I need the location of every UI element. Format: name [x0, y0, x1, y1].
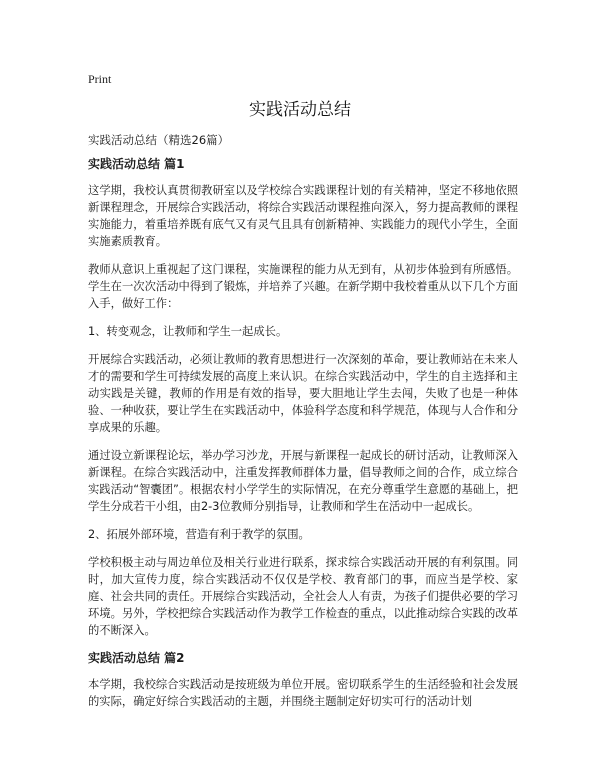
paragraph: 学校积极主动与周边单位及相关行业进行联系，探求综合实践活动开展的有利氛围。同时，加大宣传力度，综合实践活动不仅仅是学校、教育部门的事，而应当是学校、家庭、社会共同的责任。开展综合实践活动，全社会人人有责，为孩子们提供必要的学习环境。另外，学校把综合实践活动作为教学工作检查的重点，以此推动综合实践的改革的不断深入。 — [88, 556, 518, 637]
section-heading: 实践活动总结 篇2 — [88, 651, 185, 665]
section-2 — [88, 650, 518, 710]
page-title: 实践活动总结 — [249, 100, 351, 120]
paragraph: 教师从意识上重视起了这门课程，实施课程的能力从无到有，从初步体验到有所感悟。学生在一次次活动中得到了锻炼，并培养了兴趣。在新学期中我校着重从以下几个方面入手，做好工作： — [88, 263, 518, 310]
paragraph: 通过设立新课程论坛，举办学习沙龙，开展与新课程一起成长的研讨活动，让教师深入新课程。在综合实践活动中，注重发挥教师群体力量，倡导教师之间的合作，成立综合实践活动“智囊团”。根据农村小学学生的实际情况，在充分尊重学生意愿的基础上，把学生分成若干小组，由2-3位教师分别指导，让教师和学生在活动中一起成长。 — [88, 449, 518, 513]
document-subtitle: 实践活动总结（精选26篇） — [88, 133, 230, 147]
print-link[interactable]: Print — [88, 72, 112, 86]
section-1 — [88, 156, 518, 639]
document-body — [88, 132, 518, 721]
paragraph: 1、转变观念，让教师和学生一起成长。 — [88, 325, 288, 338]
paragraph: 本学期，我校综合实践活动是按班级为单位开展。密切联系学生的生活经验和社会发展的实际，确定好综合实践活动的主题，并围绕主题制定好切实可行的活动计划 — [88, 678, 518, 708]
paragraph: 开展综合实践活动，必须让教师的教育思想进行一次深刻的革命，要让教师站在未来人才的需要和学生可持续发展的高度上来认识。在综合实践活动中，学生的自主选择和主动实践是关键，教师的作用是有效的指导，要大胆地让学生去闯，失败了也是一种体验、一种收获，要让学生在实践活动中，体验科学态度和科学规范，体现与人合作和分享成果的乐趣。 — [88, 353, 518, 434]
paragraph: 这学期，我校认真贯彻教研室以及学校综合实践课程计划的有关精神，坚定不移地依照新课程理念，开展综合实践活动，将综合实践活动课程推向深入，努力提高教师的课程实施能力，着重培养既有底气又有灵气且具有创新精神、实践能力的现代小学生，全面实施素质教育。 — [88, 184, 518, 248]
section-heading: 实践活动总结 篇1 — [88, 157, 185, 171]
paragraph: 2、拓展外部环境，营造有利于教学的氛围。 — [88, 528, 310, 541]
